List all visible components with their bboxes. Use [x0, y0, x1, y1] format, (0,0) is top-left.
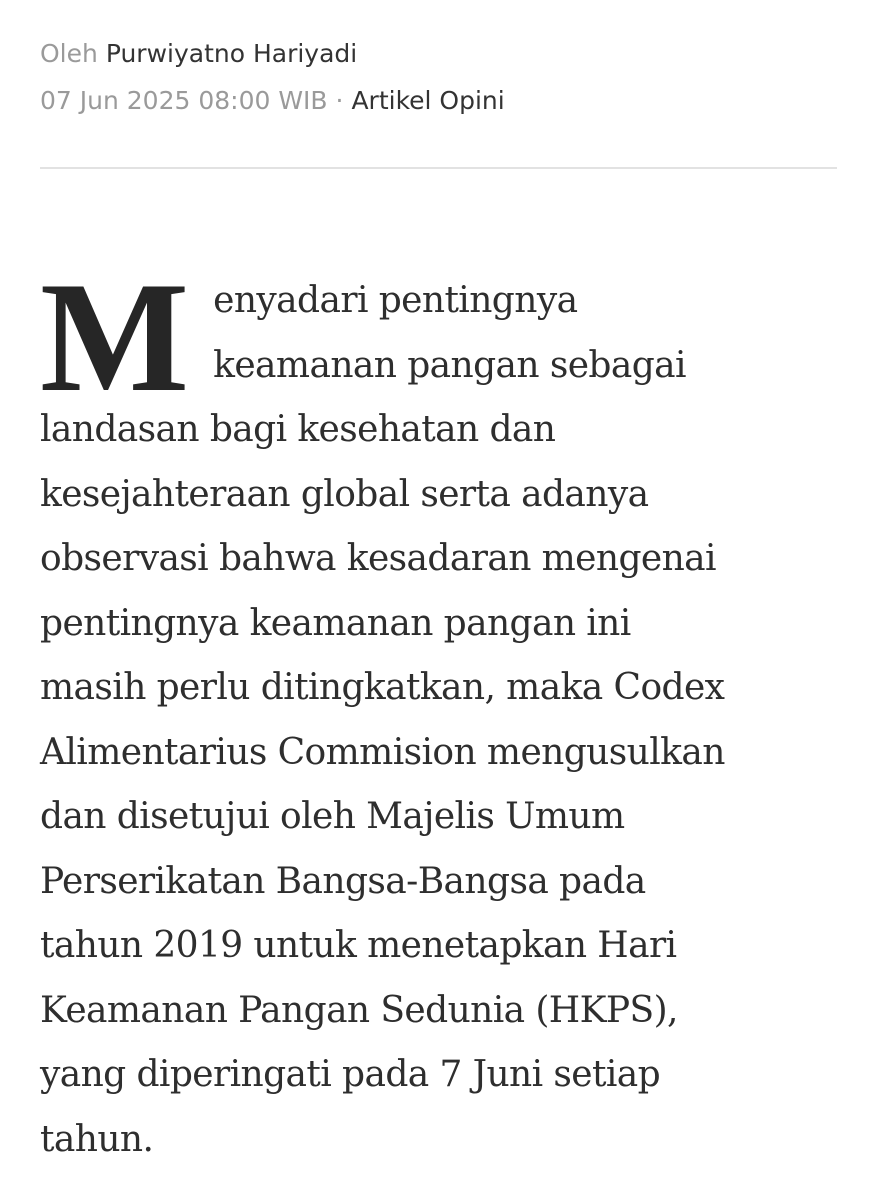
drop-cap: M	[40, 250, 190, 425]
paragraph-line: keamanan pangan sebagai	[213, 344, 686, 386]
article-body	[40, 250, 837, 1172]
byline-divider	[40, 167, 837, 169]
paragraph-line: masih perlu ditingkatkan, maka Codex	[40, 667, 725, 708]
paragraph-line: tahun.	[40, 1118, 154, 1160]
meta-separator: ·	[335, 86, 344, 115]
paragraph-line: Perserikatan Bangsa-Bangsa pada	[40, 860, 646, 902]
paragraph-line: enyadari pentingnya	[213, 280, 578, 321]
author-line	[40, 30, 505, 77]
paragraph-line: observasi bahwa kesadaran mengenai	[40, 538, 716, 579]
paragraph-line: landasan bagi kesehatan dan	[40, 409, 556, 450]
paragraph-line: Alimentarius Commision mengusulkan	[40, 731, 725, 773]
author-link[interactable]: Purwiyatno Hariyadi	[105, 39, 358, 68]
paragraph-line: yang diperingati pada 7 Juni setiap	[40, 1054, 661, 1095]
paragraph-line: kesejahteraan global serta adanya	[40, 473, 649, 515]
meta-line	[40, 77, 505, 124]
article-byline	[40, 30, 505, 124]
paragraph-line: tahun 2019 untuk menetapkan Hari	[40, 925, 677, 966]
paragraph-line: dan disetujui oleh Majelis Umum	[40, 796, 625, 837]
publish-datetime: 07 Jun 2025 08:00 WIB	[40, 86, 328, 115]
category-link[interactable]: Artikel Opini	[351, 86, 505, 115]
author-prefix: Oleh	[40, 39, 98, 68]
paragraph-line: Keamanan Pangan Sedunia (HKPS),	[40, 989, 678, 1031]
paragraph-line: pentingnya keamanan pangan ini	[40, 602, 631, 644]
